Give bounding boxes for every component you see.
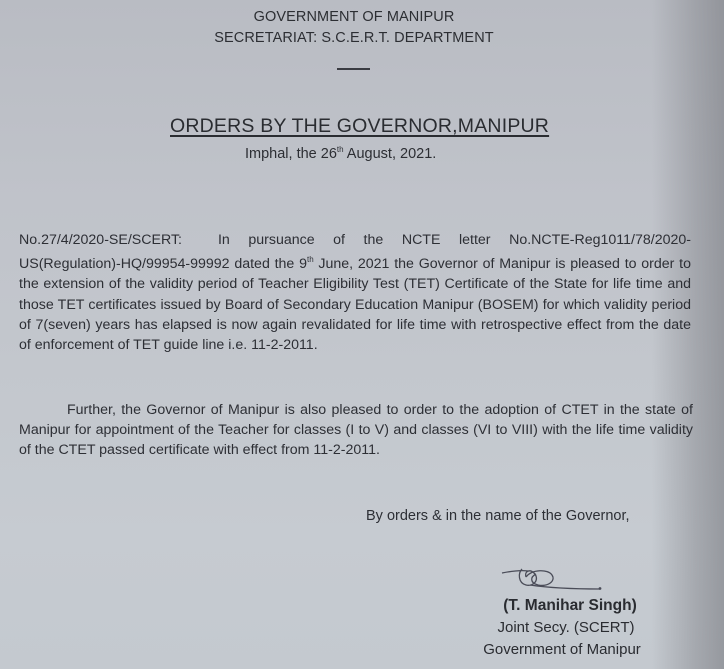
paragraph-1-text-b: June, 2021 the Governor of Manipur is pleased to order to the extension of the validity period of Teacher Eligibility Test (TET) Certificate of the State for life time and those TET certificates issued by Board of Secondary Education Manipur (BOSEM) for which validity period of 7(seven) years has elapsed is now again revalidated for life time with retrospective effect from the date of enforcement of TET guide line i.e. 11-2-2011. [19,256,691,354]
reference-number: No.27/4/2020-SE/SCERT: [19,232,182,248]
signatory-name: (T. Manihar Singh) [503,597,637,614]
order-paragraph-2 [19,400,693,461]
order-title: ORDERS BY THE GOVERNOR,MANIPUR [170,115,550,137]
department-heading: SECRETARIAT: S.C.E.R.T. DEPARTMENT [214,30,494,46]
closing-line: By orders & in the name of the Governor, [366,508,630,524]
signature-icon [500,565,610,595]
paragraph-2-text: Further, the Governor of Manipur is also pleased to order to the adoption of CTET in the state of Manipur for appointment of the Teacher for classes (I to V) and classes (VI to VIII) with the life time validity of the CTET passed certificate with effect from 11-2-2011. [19,402,693,459]
order-paragraph-1 [19,230,691,355]
paragraph-1-ordinal: th [306,255,314,265]
signatory-designation: Joint Secy. (SCERT) [497,619,635,636]
signatory-organization: Government of Manipur [483,641,641,658]
dateline-ordinal: th [336,145,344,154]
dateline [245,145,436,162]
dateline-prefix: Imphal, the 26 [245,146,337,162]
header-divider [337,68,370,70]
dateline-rest: August, 2021. [343,146,437,162]
paragraph-1-text-a: In pursuance of the NCTE letter No.NCTE-Reg1011/78/2020-US(Regulation)-HQ/99954-99992 dated the 9 [19,232,691,273]
government-heading: GOVERNMENT OF MANIPUR [253,9,455,25]
